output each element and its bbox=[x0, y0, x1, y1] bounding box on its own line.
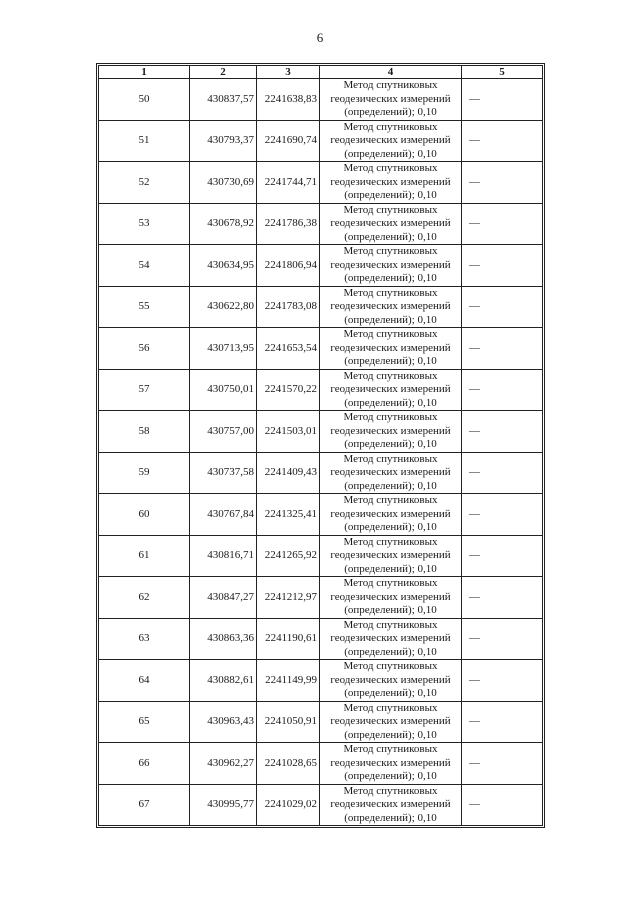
method-line: геодезических измерений bbox=[330, 383, 451, 395]
coordinate-y: 2241806,94 bbox=[257, 245, 320, 287]
method-line: геодезических измерений bbox=[330, 632, 451, 644]
coordinate-y: 2241744,71 bbox=[257, 162, 320, 204]
method-line: геодезических измерений bbox=[330, 175, 451, 188]
coordinates-table bbox=[98, 65, 543, 826]
method-line: Метод спутниковых bbox=[343, 162, 438, 174]
table-row bbox=[99, 411, 543, 453]
method-line: Метод спутниковых bbox=[343, 660, 438, 672]
table-row bbox=[99, 743, 543, 785]
page-number: 6 bbox=[316, 30, 324, 45]
table-row bbox=[99, 452, 543, 494]
coordinates-table-frame bbox=[96, 63, 545, 828]
dash-cell: — bbox=[462, 369, 543, 411]
method-line: (определений); 0,10 bbox=[344, 604, 437, 616]
point-number: 53 bbox=[99, 203, 190, 245]
method-line: (определений); 0,10 bbox=[344, 230, 437, 243]
method-description bbox=[320, 660, 462, 702]
coordinate-x: 430847,27 bbox=[190, 577, 257, 619]
method-description bbox=[320, 79, 462, 121]
dash-cell: — bbox=[462, 411, 543, 453]
method-line: Метод спутниковых bbox=[343, 328, 438, 340]
dash-cell: — bbox=[462, 577, 543, 619]
method-line: (определений); 0,10 bbox=[344, 106, 437, 118]
method-line: (определений); 0,10 bbox=[344, 189, 437, 201]
coordinate-y: 2241638,83 bbox=[257, 79, 320, 121]
coordinate-y: 2241028,65 bbox=[257, 743, 320, 785]
coordinate-y: 2241409,43 bbox=[257, 452, 320, 494]
method-description bbox=[320, 245, 462, 287]
method-description bbox=[320, 203, 462, 245]
method-line: геодезических измерений bbox=[330, 549, 451, 561]
coordinate-x: 430750,01 bbox=[190, 369, 257, 411]
dash-cell: — bbox=[462, 494, 543, 536]
point-number: 52 bbox=[99, 162, 190, 204]
method-line: Метод спутниковых bbox=[343, 535, 438, 548]
coordinate-y: 2241050,91 bbox=[257, 701, 320, 743]
coordinate-x: 430793,37 bbox=[190, 120, 257, 162]
method-line: (определений); 0,10 bbox=[344, 770, 437, 782]
point-number: 64 bbox=[99, 660, 190, 702]
table-row bbox=[99, 494, 543, 536]
coordinate-y: 2241503,01 bbox=[257, 411, 320, 453]
coordinate-x: 430622,80 bbox=[190, 286, 257, 328]
method-line: геодезических измерений bbox=[330, 466, 451, 478]
dash-cell: — bbox=[462, 701, 543, 743]
method-line: (определений); 0,10 bbox=[344, 313, 437, 326]
method-line: Метод спутниковых bbox=[343, 577, 438, 589]
dash-cell: — bbox=[462, 535, 543, 577]
method-description bbox=[320, 618, 462, 660]
method-description bbox=[320, 286, 462, 328]
dash-cell: — bbox=[462, 162, 543, 204]
point-number: 55 bbox=[99, 286, 190, 328]
method-line: Метод спутниковых bbox=[343, 203, 438, 216]
coordinate-y: 2241786,38 bbox=[257, 203, 320, 245]
dash-cell: — bbox=[462, 743, 543, 785]
method-line: геодезических измерений bbox=[330, 300, 451, 312]
method-description bbox=[320, 411, 462, 453]
method-description bbox=[320, 328, 462, 370]
method-line: Метод спутниковых bbox=[343, 701, 438, 714]
table-row bbox=[99, 577, 543, 619]
dash-cell: — bbox=[462, 452, 543, 494]
method-line: (определений); 0,10 bbox=[344, 645, 437, 658]
dash-cell: — bbox=[462, 245, 543, 287]
method-line: Метод спутниковых bbox=[343, 618, 438, 631]
dash-cell: — bbox=[462, 328, 543, 370]
method-line: Метод спутниковых bbox=[343, 452, 438, 465]
method-line: (определений); 0,10 bbox=[344, 687, 437, 699]
point-number: 54 bbox=[99, 245, 190, 287]
method-line: Метод спутниковых bbox=[343, 79, 438, 91]
method-description bbox=[320, 369, 462, 411]
coordinate-x: 430882,61 bbox=[190, 660, 257, 702]
table-row bbox=[99, 286, 543, 328]
coordinate-x: 430737,58 bbox=[190, 452, 257, 494]
dash-cell: — bbox=[462, 79, 543, 121]
header-col-4: 4 bbox=[320, 66, 462, 79]
table-row bbox=[99, 535, 543, 577]
coordinate-x: 430634,95 bbox=[190, 245, 257, 287]
method-line: геодезических измерений bbox=[330, 673, 451, 686]
coordinate-y: 2241653,54 bbox=[257, 328, 320, 370]
table-row bbox=[99, 203, 543, 245]
coordinate-x: 430816,71 bbox=[190, 535, 257, 577]
method-line: Метод спутниковых bbox=[343, 411, 438, 423]
coordinate-x: 430730,69 bbox=[190, 162, 257, 204]
method-line: (определений); 0,10 bbox=[344, 479, 437, 492]
point-number: 59 bbox=[99, 452, 190, 494]
header-col-3: 3 bbox=[257, 66, 320, 79]
table-row bbox=[99, 245, 543, 287]
method-line: (определений); 0,10 bbox=[344, 272, 437, 284]
table-row bbox=[99, 79, 543, 121]
dash-cell: — bbox=[462, 660, 543, 702]
table-row bbox=[99, 369, 543, 411]
method-line: геодезических измерений bbox=[330, 798, 451, 810]
table-row bbox=[99, 162, 543, 204]
point-number: 57 bbox=[99, 369, 190, 411]
table-row bbox=[99, 328, 543, 370]
method-line: геодезических измерений bbox=[330, 217, 451, 229]
point-number: 62 bbox=[99, 577, 190, 619]
dash-cell: — bbox=[462, 203, 543, 245]
method-description bbox=[320, 162, 462, 204]
method-description bbox=[320, 701, 462, 743]
table-row bbox=[99, 618, 543, 660]
method-line: геодезических измерений bbox=[330, 507, 451, 520]
method-line: геодезических измерений bbox=[330, 756, 451, 769]
coordinate-x: 430963,43 bbox=[190, 701, 257, 743]
point-number: 56 bbox=[99, 328, 190, 370]
point-number: 65 bbox=[99, 701, 190, 743]
method-line: (определений); 0,10 bbox=[344, 355, 437, 367]
coordinate-y: 2241190,61 bbox=[257, 618, 320, 660]
method-line: Метод спутниковых bbox=[343, 120, 438, 133]
method-line: геодезических измерений bbox=[330, 134, 451, 146]
method-line: Метод спутниковых bbox=[343, 245, 438, 257]
dash-cell: — bbox=[462, 618, 543, 660]
point-number: 50 bbox=[99, 79, 190, 121]
method-line: геодезических измерений bbox=[330, 341, 451, 354]
method-line: геодезических измерений bbox=[330, 424, 451, 437]
coordinate-y: 2241570,22 bbox=[257, 369, 320, 411]
coordinate-y: 2241325,41 bbox=[257, 494, 320, 536]
dash-cell: — bbox=[462, 120, 543, 162]
method-line: геодезических измерений bbox=[330, 92, 451, 105]
method-description bbox=[320, 577, 462, 619]
header-col-2: 2 bbox=[190, 66, 257, 79]
coordinate-y: 2241029,02 bbox=[257, 784, 320, 826]
coordinate-y: 2241212,97 bbox=[257, 577, 320, 619]
coordinate-y: 2241265,92 bbox=[257, 535, 320, 577]
dash-cell: — bbox=[462, 784, 543, 826]
method-line: Метод спутниковых bbox=[343, 286, 438, 299]
dash-cell: — bbox=[462, 286, 543, 328]
method-line: (определений); 0,10 bbox=[344, 396, 437, 409]
point-number: 67 bbox=[99, 784, 190, 826]
point-number: 66 bbox=[99, 743, 190, 785]
coordinate-y: 2241690,74 bbox=[257, 120, 320, 162]
header-col-1: 1 bbox=[99, 66, 190, 79]
method-line: (определений); 0,10 bbox=[344, 521, 437, 533]
point-number: 58 bbox=[99, 411, 190, 453]
coordinate-x: 430863,36 bbox=[190, 618, 257, 660]
method-line: геодезических измерений bbox=[330, 590, 451, 603]
method-line: Метод спутниковых bbox=[343, 784, 438, 797]
point-number: 60 bbox=[99, 494, 190, 536]
table-body bbox=[99, 79, 543, 826]
coordinate-x: 430757,00 bbox=[190, 411, 257, 453]
coordinate-y: 2241783,08 bbox=[257, 286, 320, 328]
header-col-5: 5 bbox=[462, 66, 543, 79]
coordinate-x: 430713,95 bbox=[190, 328, 257, 370]
method-description bbox=[320, 743, 462, 785]
method-line: Метод спутниковых bbox=[343, 743, 438, 755]
coordinate-x: 430962,27 bbox=[190, 743, 257, 785]
method-description bbox=[320, 452, 462, 494]
coordinate-x: 430767,84 bbox=[190, 494, 257, 536]
coordinate-x: 430995,77 bbox=[190, 784, 257, 826]
method-line: геодезических измерений bbox=[330, 258, 451, 271]
method-line: (определений); 0,10 bbox=[344, 438, 437, 450]
coordinate-x: 430837,57 bbox=[190, 79, 257, 121]
method-line: Метод спутниковых bbox=[343, 494, 438, 506]
point-number: 61 bbox=[99, 535, 190, 577]
table-row bbox=[99, 784, 543, 826]
method-line: (определений); 0,10 bbox=[344, 562, 437, 575]
point-number: 51 bbox=[99, 120, 190, 162]
method-description bbox=[320, 535, 462, 577]
coordinate-x: 430678,92 bbox=[190, 203, 257, 245]
point-number: 63 bbox=[99, 618, 190, 660]
method-line: (определений); 0,10 bbox=[344, 811, 437, 824]
method-description bbox=[320, 784, 462, 826]
table-row bbox=[99, 120, 543, 162]
method-line: (определений); 0,10 bbox=[344, 728, 437, 741]
method-line: геодезических измерений bbox=[330, 715, 451, 727]
method-description bbox=[320, 120, 462, 162]
coordinate-y: 2241149,99 bbox=[257, 660, 320, 702]
method-description bbox=[320, 494, 462, 536]
method-line: Метод спутниковых bbox=[343, 369, 438, 382]
method-line: (определений); 0,10 bbox=[344, 147, 437, 160]
table-header-row bbox=[99, 66, 543, 79]
table-row bbox=[99, 660, 543, 702]
table-row bbox=[99, 701, 543, 743]
